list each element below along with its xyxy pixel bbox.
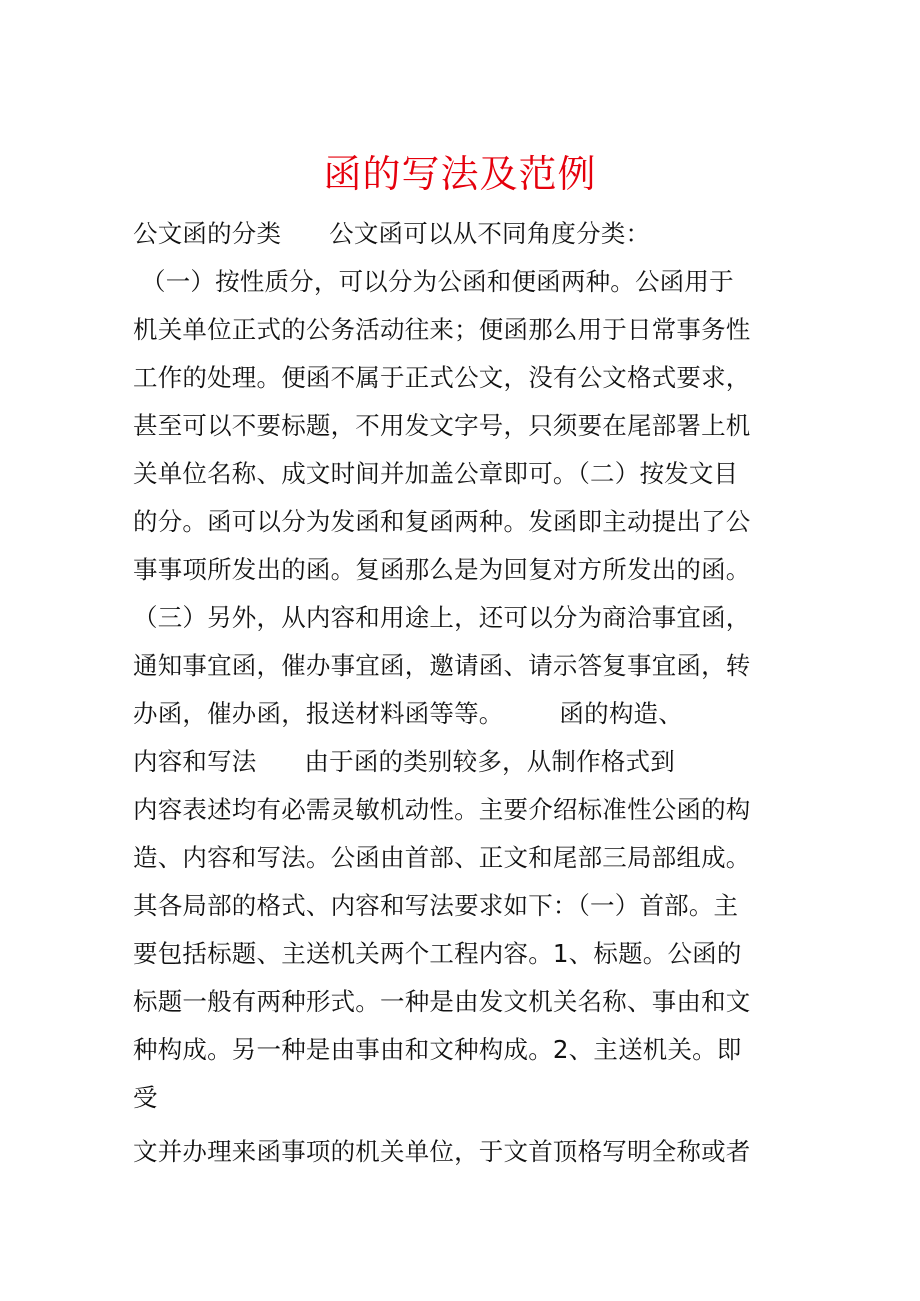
body-line-11: 办函，催办函，报送材料函等等。 函的构造、 — [133, 699, 683, 728]
body-line-3: 机关单位正式的公务活动往来；便函那么用于日常事务性 — [133, 315, 751, 344]
body-line-16: 要包括标题、主送机关两个工程内容。1、标题。公函的 — [133, 939, 742, 968]
body-line-14: 造、内容和写法。公函由首部、正文和尾部三局部组成。 — [133, 843, 751, 872]
body-line-12: 内容和写法 由于函的类别较多，从制作格式到 — [133, 747, 675, 776]
body-line-20: 文并办理来函事项的机关单位，于文首顶格写明全称或者 — [133, 1137, 751, 1166]
body-line-7: 的分。函可以分为发函和复函两种。发函即主动提出了公 — [133, 507, 751, 536]
document-title: 函的写法及范例 — [323, 152, 597, 196]
body-line-17: 标题一般有两种形式。一种是由发文机关名称、事由和文 — [133, 987, 751, 1016]
body-line-4: 工作的处理。便函不属于正式公文，没有公文格式要求， — [133, 363, 751, 392]
body-line-13: 内容表述均有必需灵敏机动性。主要介绍标准性公函的构 — [133, 795, 751, 824]
body-line-10: 通知事宜函，催办事宜函，邀请函、请示答复事宜函，转 — [133, 651, 751, 680]
body-line-1: 公文函的分类 公文函可以从不同角度分类： — [133, 219, 651, 248]
body-line-6: 关单位名称、成文时间并加盖公章即可。（二）按发文目 — [133, 459, 739, 488]
body-line-5: 甚至可以不要标题，不用发文字号，只须要在尾部署上机 — [133, 411, 751, 440]
body-line-9: （三）另外，从内容和用途上，还可以分为商洽事宜函， — [133, 603, 751, 632]
body-line-8: 事事项所发出的函。复函那么是为回复对方所发出的函。 — [133, 555, 751, 584]
body-line-18: 种构成。另一种是由事由和文种构成。2、主送机关。即 — [133, 1035, 742, 1064]
body-line-2: （一）按性质分，可以分为公函和便函两种。公函用于 — [133, 267, 734, 296]
body-line-15: 其各局部的格式、内容和写法要求如下：（一）首部。主 — [133, 891, 739, 920]
body-line-19: 受 — [133, 1083, 158, 1112]
